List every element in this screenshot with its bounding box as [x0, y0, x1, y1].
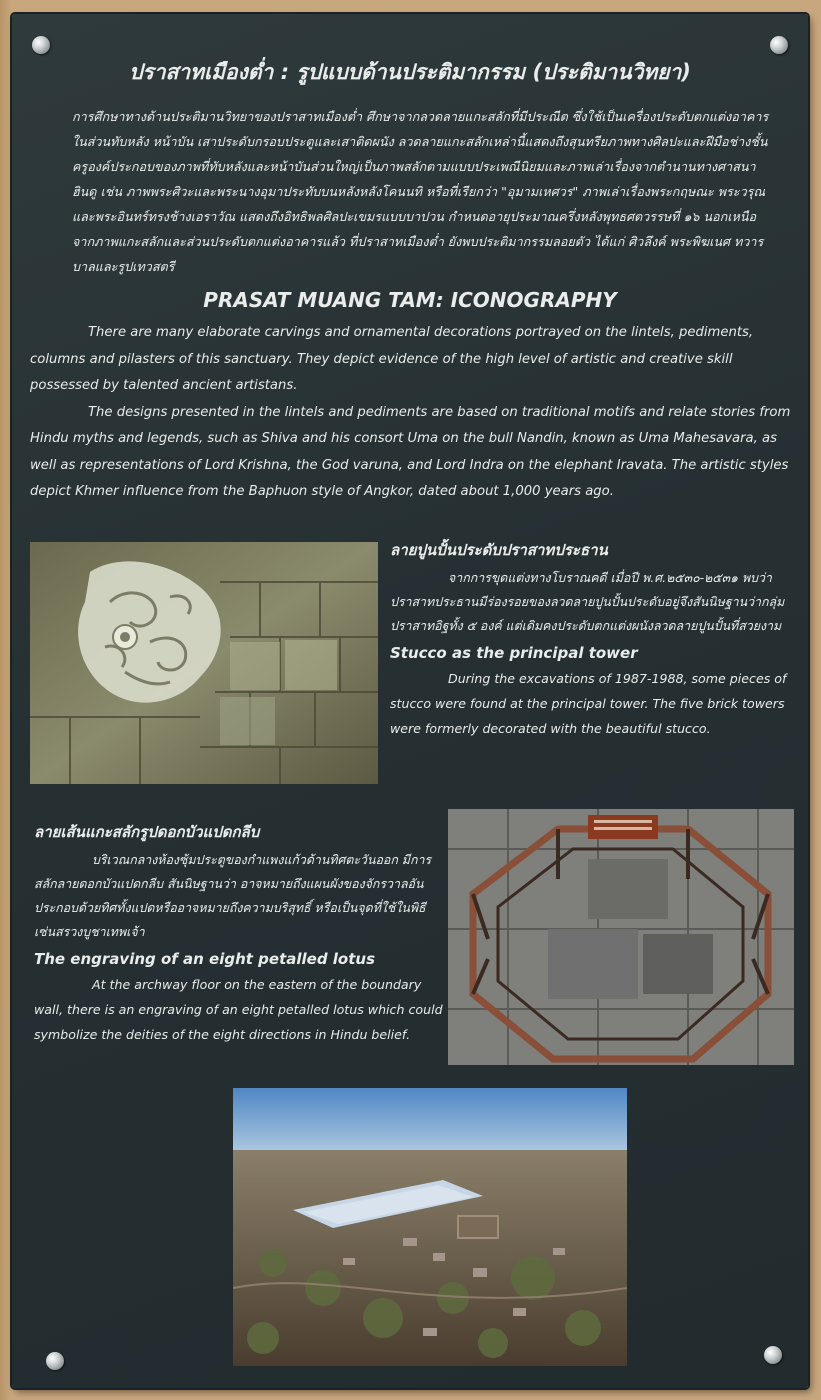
thai-intro-paragraph: การศึกษาทางด้านประติมานวิทยาของปราสาทเมืองต่ำ ศึกษาจากลวดลายแกะสลักที่มีประณีต ซึ่งใช้เป็นเครื่องประดับตกแต่งอาคารในส่วนทับหลัง หน้าบัน เสาประดับกรอบประตูและเสาติดผนัง ลวดลายแกะสลักเหล่านี้แสดงถึงสุนทรียภาพทางศิลปะและฝีมือช่างชั้นครูองค์ประกอบของภาพที่ทับหลังและหน้าบันส่วนใหญ่เป็นภาพสลักตามแบบประเพณีนิยมและภาพเล่าเรื่องจากตำนานทางศาสนาฮินดู เช่น ภาพพระศิวะและพระนางอุมาประทับบนหลังหลังโคนนทิ หรือที่เรียกว่า "อุมามเหศวร" ภาพเล่าเรื่องพระกฤษณะ พระวรุณและพระอินทร์ทรงช้างเอราวัณ แสดงถึงอิทธิพลศิลปะเขมรแบบบาปวน กำหนดอายุประมาณครึ่งหลังพุทธศตวรรษที่ ๑๖ นอกเหนือจากภาพแกะสลักและส่วนประดับตกแต่งอาคารแล้ว ที่ปราสาทเมืองต่ำ ยังพบประติมากรรมลอยตัว ได้แก่ ศิวลึงค์ พระพิฆเนศ ทวารบาลและรูปเทวสตรี — [72, 109, 769, 274]
info-signboard — [12, 14, 808, 1388]
stucco-section — [390, 538, 800, 741]
stucco-heading-th: ลายปูนปั้นประดับปราสาทประธาน — [390, 541, 608, 559]
lotus-body-th: บริเวณกลางห้องซุ้มประตูของกำแพงแก้วด้านทิศตะวันออก มีการสลักลายดอกบัวแปดกลีบ สันนิษฐานว่า อาจหมายถึงแผนผังของจักรวาลอันประกอบด้วยทิศทั้งแปดหรืออาจหมายถึงความบริสุทธิ์ หรือเป็นจุดที่ใช้ในพิธีเซ่นสรวงบูชาเทพเจ้า — [34, 852, 432, 939]
bolt-top-right-icon — [770, 36, 788, 54]
english-title: PRASAT MUANG TAM: ICONOGRAPHY — [203, 288, 617, 312]
stucco-photo — [30, 542, 378, 784]
stucco-heading-en: Stucco as the principal tower — [390, 644, 638, 662]
lotus-section — [34, 820, 444, 1047]
bolt-bottom-right-icon — [764, 1346, 782, 1364]
aerial-view-photo — [233, 1088, 627, 1366]
stucco-body-th: จากการขุดแต่งทางโบราณคดี เมื่อปี พ.ศ.๒๕๓๐-๒๕๓๑ พบว่าปราสาทประธานมีร่องรอยของลวดลายปูนปั้นประดับอยู่จึงสันนิษฐานว่ากลุ่มปราสาทอิฐทั้ง ๕ องค์ แต่เดิมคงประดับตกแต่งผนังลวดลายปูนปั้นที่สวยงาม — [390, 570, 785, 633]
english-paragraph-1: There are many elaborate carvings and ornamental decorations portrayed on the lintels, pediments, columns and pilasters of this sanctuary. They depict evidence of the high level of artistic and creative skill possessed by talented ancient artistans. — [30, 325, 754, 393]
bolt-top-left-icon — [32, 36, 50, 54]
stucco-body-en: During the excavations of 1987-1988, some pieces of stucco were found at the principal tower. The five brick towers were formerly decorated with the beautiful stucco. — [390, 671, 787, 736]
lotus-body-en: At the archway floor on the eastern of the boundary wall, there is an engraving of an eight petalled lotus which could symbolize the deities of the eight directions in Hindu belief. — [34, 977, 443, 1042]
lotus-engraving-photo — [448, 809, 794, 1065]
thai-title: ปราสาทเมืองต่ำ : รูปแบบด้านประติมากรรม (ประติมานวิทยา) — [129, 60, 691, 84]
wall-background — [0, 0, 12, 1400]
bolt-bottom-left-icon — [46, 1352, 64, 1370]
lotus-heading-en: The engraving of an eight petalled lotus — [34, 950, 376, 968]
english-paragraph-2: The designs presented in the lintels and pediments are based on traditional motifs and relate stories from Hindu myths and legends, such as Shiva and his consort Uma on the bull Nandin, known as Uma Mahesavara, as well as representations of Lord Krishna, the God varuna, and Lord Indra on the elephant Iravata. The artistic styles depict Khmer influence from the Baphuon style of Angkor, dated about 1,000 years ago. — [30, 404, 791, 499]
english-intro — [30, 320, 800, 506]
lotus-heading-th: ลายเส้นแกะสลักรูปดอกบัวแปดกลีบ — [34, 823, 260, 841]
